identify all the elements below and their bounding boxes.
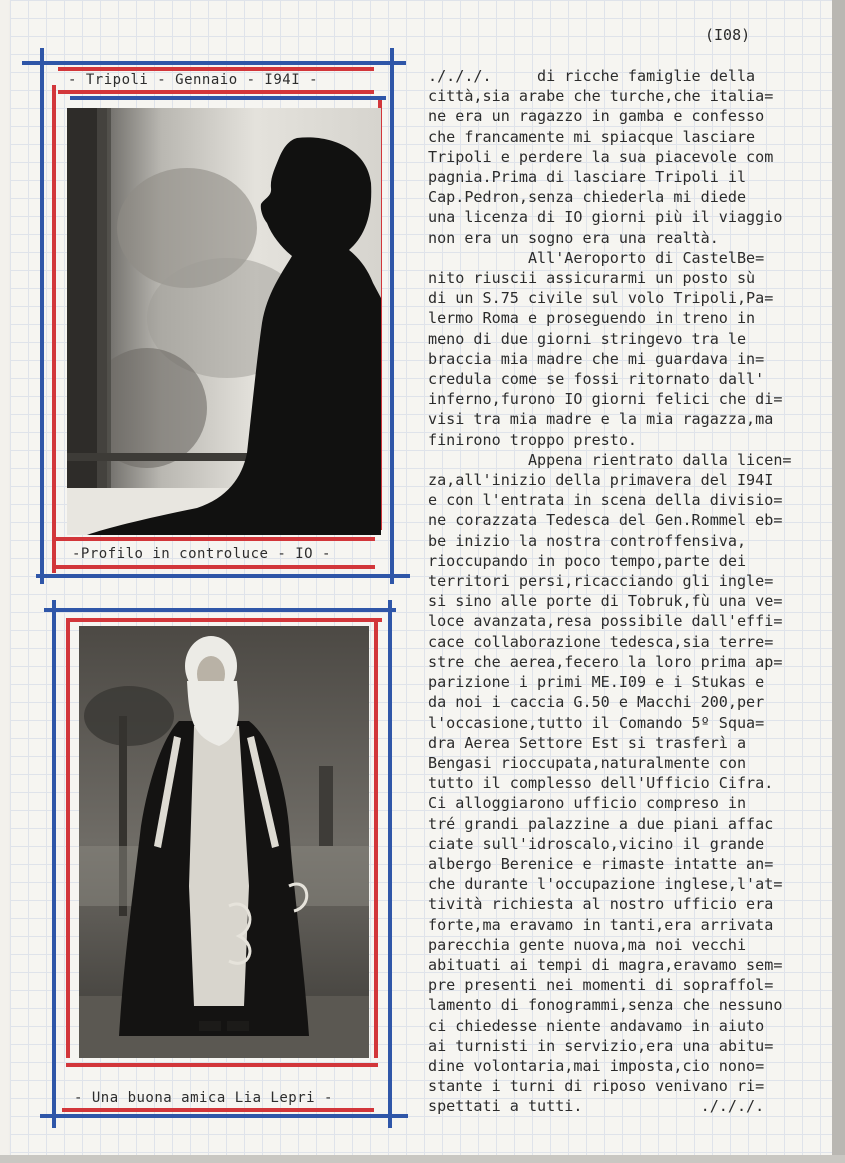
text-line: Tripoli e perdere la sua piacevole com	[428, 147, 774, 166]
text-line: meno di due giorni stringevo tra le	[428, 329, 747, 348]
text-line: pre presenti nei momenti di sopraffol=	[428, 976, 774, 995]
text-line: dine volontaria,mai imposta,cio nono=	[428, 1056, 765, 1075]
text-line: l'occasione,tutto il Comando 5º Squa=	[428, 713, 765, 732]
portrait-photo	[79, 626, 369, 1058]
text-line: visi tra mia madre e la mia ragazza,ma	[428, 410, 774, 429]
text-line: be inizio la nostra controffensiva,	[428, 531, 747, 550]
text-line: lamento di fonogrammi,senza che nessuno	[428, 996, 783, 1015]
text-line: inferno,furono IO giorni felici che di=	[428, 390, 783, 409]
text-line: All'Aeroporto di CastelBe=	[428, 248, 765, 267]
text-line: pagnia.Prima di lasciare Tripoli il	[428, 168, 747, 187]
text-line: cace collaborazione tedesca,sia terre=	[428, 632, 774, 651]
silhouette-photo	[67, 108, 381, 535]
text-line: ./././. di ricche famiglie della	[428, 67, 756, 85]
text-line: e con l'entrata in scena della divisio=	[428, 491, 783, 510]
text-line: ne era un ragazzo in gamba e confesso	[428, 107, 765, 126]
page-edge-bottom	[0, 1155, 845, 1163]
text-line: forte,ma eravamo in tanti,era arrivata	[428, 915, 774, 934]
text-line: braccia mia madre che mi guardava in=	[428, 349, 765, 368]
text-line: una licenza di IO giorni più il viaggio	[428, 208, 783, 227]
photo-top-caption: - Tripoli - Gennaio - I94I -	[68, 72, 319, 88]
text-line: finirono troppo presto.	[428, 430, 638, 449]
text-line: si sino alle porte di Tobruk,fù una ve=	[428, 592, 783, 611]
text-line: dra Aerea Settore Est si trasferì a	[428, 733, 747, 752]
text-line: rioccupando in poco tempo,parte dei	[428, 551, 747, 570]
typewritten-text	[428, 66, 828, 1117]
text-line: Bengasi rioccupata,naturalmente con	[428, 753, 747, 772]
text-line: città,sia arabe che turche,che italia=	[428, 87, 774, 106]
text-line: stante i turni di riposo venivano ri=	[428, 1077, 765, 1096]
photo-caption-friend: - Una buona amica Lia Lepri -	[74, 1090, 333, 1106]
text-line: non era un sogno era una realtà.	[428, 228, 719, 247]
text-line: Cap.Pedron,senza chiederla mi diede	[428, 188, 747, 207]
text-line: tività richiesta al nostro ufficio era	[428, 895, 774, 914]
text-line: nito riuscii assicurarmi un posto sù	[428, 269, 756, 288]
text-line: che durante l'occupazione inglese,l'at=	[428, 875, 783, 894]
text-line: ne corazzata Tedesca del Gen.Rommel eb=	[428, 511, 783, 530]
text-line: territori persi,ricacciando gli ingle=	[428, 572, 774, 591]
page-number: (I08)	[705, 26, 751, 44]
photo-bottom-caption: -Profilo in controluce - IO -	[72, 546, 331, 562]
text-line: tutto il complesso dell'Ufficio Cifra.	[428, 774, 774, 793]
text-line: albergo Berenice e rimaste intatte an=	[428, 854, 774, 873]
text-line: tré grandi palazzine a due piani affac	[428, 814, 774, 833]
text-line: ciate sull'idroscalo,vicino il grande	[428, 834, 765, 853]
text-line: loce avanzata,resa possibile dall'effi=	[428, 612, 783, 631]
text-line: abituati ai tempi di magra,eravamo sem=	[428, 955, 783, 974]
text-line: ci chiedesse niente andavamo in aiuto	[428, 1016, 765, 1035]
text-line: stre che aerea,fecero la loro prima ap=	[428, 652, 783, 671]
text-line: lermo Roma e proseguendo in treno in	[428, 309, 756, 328]
text-line: ai turnisti in servizio,era una abitu=	[428, 1036, 774, 1055]
text-line: za,all'inizio della primavera del I94I	[428, 471, 774, 490]
text-line: spettati a tutti. ./././.	[428, 1097, 765, 1116]
page-edge-right	[832, 0, 845, 1163]
text-line: credula come se fossi ritornato dall'	[428, 370, 765, 389]
text-line: di un S.75 civile sul volo Tripoli,Pa=	[428, 289, 774, 308]
text-line: da noi i caccia G.50 e Macchi 200,per	[428, 693, 765, 712]
text-line: parecchia gente nuova,ma noi vecchi	[428, 935, 747, 954]
text-line: parizione i primi ME.I09 e i Stukas e	[428, 673, 765, 692]
text-line: Ci alloggiarono ufficio compreso in	[428, 794, 747, 813]
text-line: Appena rientrato dalla licen=	[428, 450, 792, 469]
text-line: che francamente mi spiacque lasciare	[428, 127, 756, 146]
